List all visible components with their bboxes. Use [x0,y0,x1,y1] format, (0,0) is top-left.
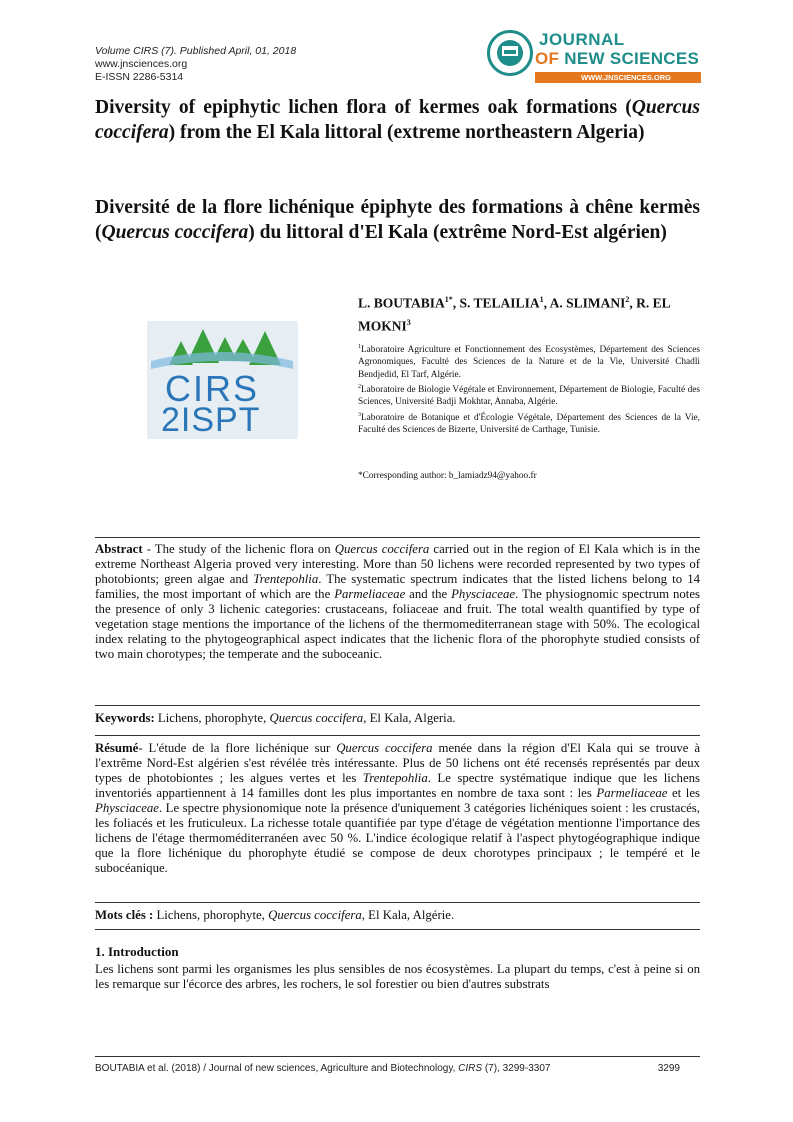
corresponding-author: *Corresponding author: b_lamiadz94@yahoo.fr [358,471,537,481]
journal-logo [487,28,702,88]
affiliation-1: $^1$Laboratoire Agriculture et Fonctionnement des Ecosystèmes, Département des Sciences Agronomiques, Faculté des Sciences de la Nature et de la Vie, Université Chadli Bendjedid, El Tarf, Algérie. [358,344,700,380]
affiliations [358,341,700,436]
title-english: Diversity of epiphytic lichen flora of kermes oak formations (Quercus coccifera) from the El Kala littoral (extreme northeastern Algeria) [95,97,700,143]
affiliation-3: $^3$Laboratoire de Botanique et d'Écologie Végétale, Département des Sciences de la Vie, Faculté des Sciences de Bizerte, Université de Carthage, Tunisie. [358,411,700,436]
divider [95,537,700,538]
divider [95,735,700,736]
volume-info: Volume CIRS (7). Published April, 01, 2018 [95,45,297,57]
keywords: Keywords: Lichens, phorophyte, Quercus coccifera, El Kala, Algeria. [95,711,456,725]
logo-line2: OF NEW SCIENCES [535,49,700,68]
cirs-2ispt-logo [147,321,298,439]
section-heading-introduction: 1. Introduction [95,944,179,959]
journal-issn: E-ISSN 2286-5314 [95,71,184,83]
journal-website: www.jnsciences.org [95,58,188,70]
svg-text:2ISPT: 2ISPT [161,401,261,439]
page-footer [95,1063,700,1074]
author-list: L. $BOUTABIA^{1*}$, S. TELAILIA$^1$, A. SLIMANI$^2$, R. EL MOKNI$^3$ [358,295,670,333]
divider [95,705,700,706]
conference-logo-graphic [147,321,298,439]
logo-url: WWW.JNSCIENCES.ORG [581,73,672,82]
title-french: Diversité de la flore lichénique épiphyte des formations à chêne kermès (Quercus coccifera) du littoral d'El Kala (extrême Nord-Est algérien) [95,197,700,243]
citation: BOUTABIA et al. (2018) / Journal of new sciences, Agriculture and Biotechnology, CIRS (7), 3299-3307 [95,1063,551,1074]
introduction-text: Les lichens sont parmi les organismes les plus sensibles de nos écosystèmes. La plupart du temps, c'est à peine si on les remarque sur l'écorce des arbres, les rochers, le sol forestier ou bien d'autres substrats [95,962,700,991]
university-seal-icon [487,30,533,76]
logo-line1: JOURNAL [539,30,625,49]
page-number: 3299 [657,1063,680,1074]
resume: Résumé- L'étude de la flore lichénique sur Quercus coccifera menée dans la région d'El Kala qui se trouve à l'extrême Nord-Est algérien s'est révélée très intéressante. Plus de 50 lichens ont été recensés représentés par deux types de photobiontes ; les algues vertes et les Trentepohlia. Le spectre systématique indique que les lichens inventoriés appartiennent à 14 familles dont les plus importantes en nombre de taxa sont : les Parmeliaceae et les Physciaceae. Le spectre physionomique note la présence d'uniquement 3 catégories lichéniques soient : les crustacés, les foliacés et les fruticuleux. La richesse totale quantifiée par type d'étage de végétation mentionne l'importance des lichens de l'étage thermoméditerranéen avec 50 %. L'indice écologique relatif à l'aspect phytogéographique indique que la flore lichénique du phorophyte étudié se compose de deux chorotypes principaux ; le tempéré et le subocéanique. [95,741,701,875]
abstract: Abstract - The study of the lichenic flora on Quercus coccifera carried out in the region of El Kala which is in the extreme Northeast Algeria proved very interesting. More than 50 lichens were recorded represented by two types of photobionts; green algae and Trentepohlia. The systematic spectrum indicates that the listed lichens belong to 14 families, the most important of which are the Parmeliaceae and the Physciaceae. The physiognomic spectrum notes the presence of only 3 lichenic categories: crustaceans, foliaceae and fruit. The total wealth quantified by type of vegetation stage mentions the importance of the lichens of the thermomediterranean stage with 50%. The ecological index relating to the phytogeographical aspect indicates that the lichenic flora of the phorophyte studied consists of two main chorotypes; the temperate and the suboceanic. [95,542,701,661]
divider [95,929,700,930]
journal-meta [95,45,296,84]
affiliation-2: $^2$Laboratoire de Biologie Végétale et Environnement, Département de Biologie, Faculté des Sciences, Université Badji Mokhtar, Annaba, Algérie. [358,383,700,408]
footer-divider [95,1056,700,1057]
divider [95,902,700,903]
svg-text:CIRS: CIRS [165,368,260,409]
mots-cles: Mots clés : Lichens, phorophyte, Quercus coccifera, El Kala, Algérie. [95,908,455,922]
